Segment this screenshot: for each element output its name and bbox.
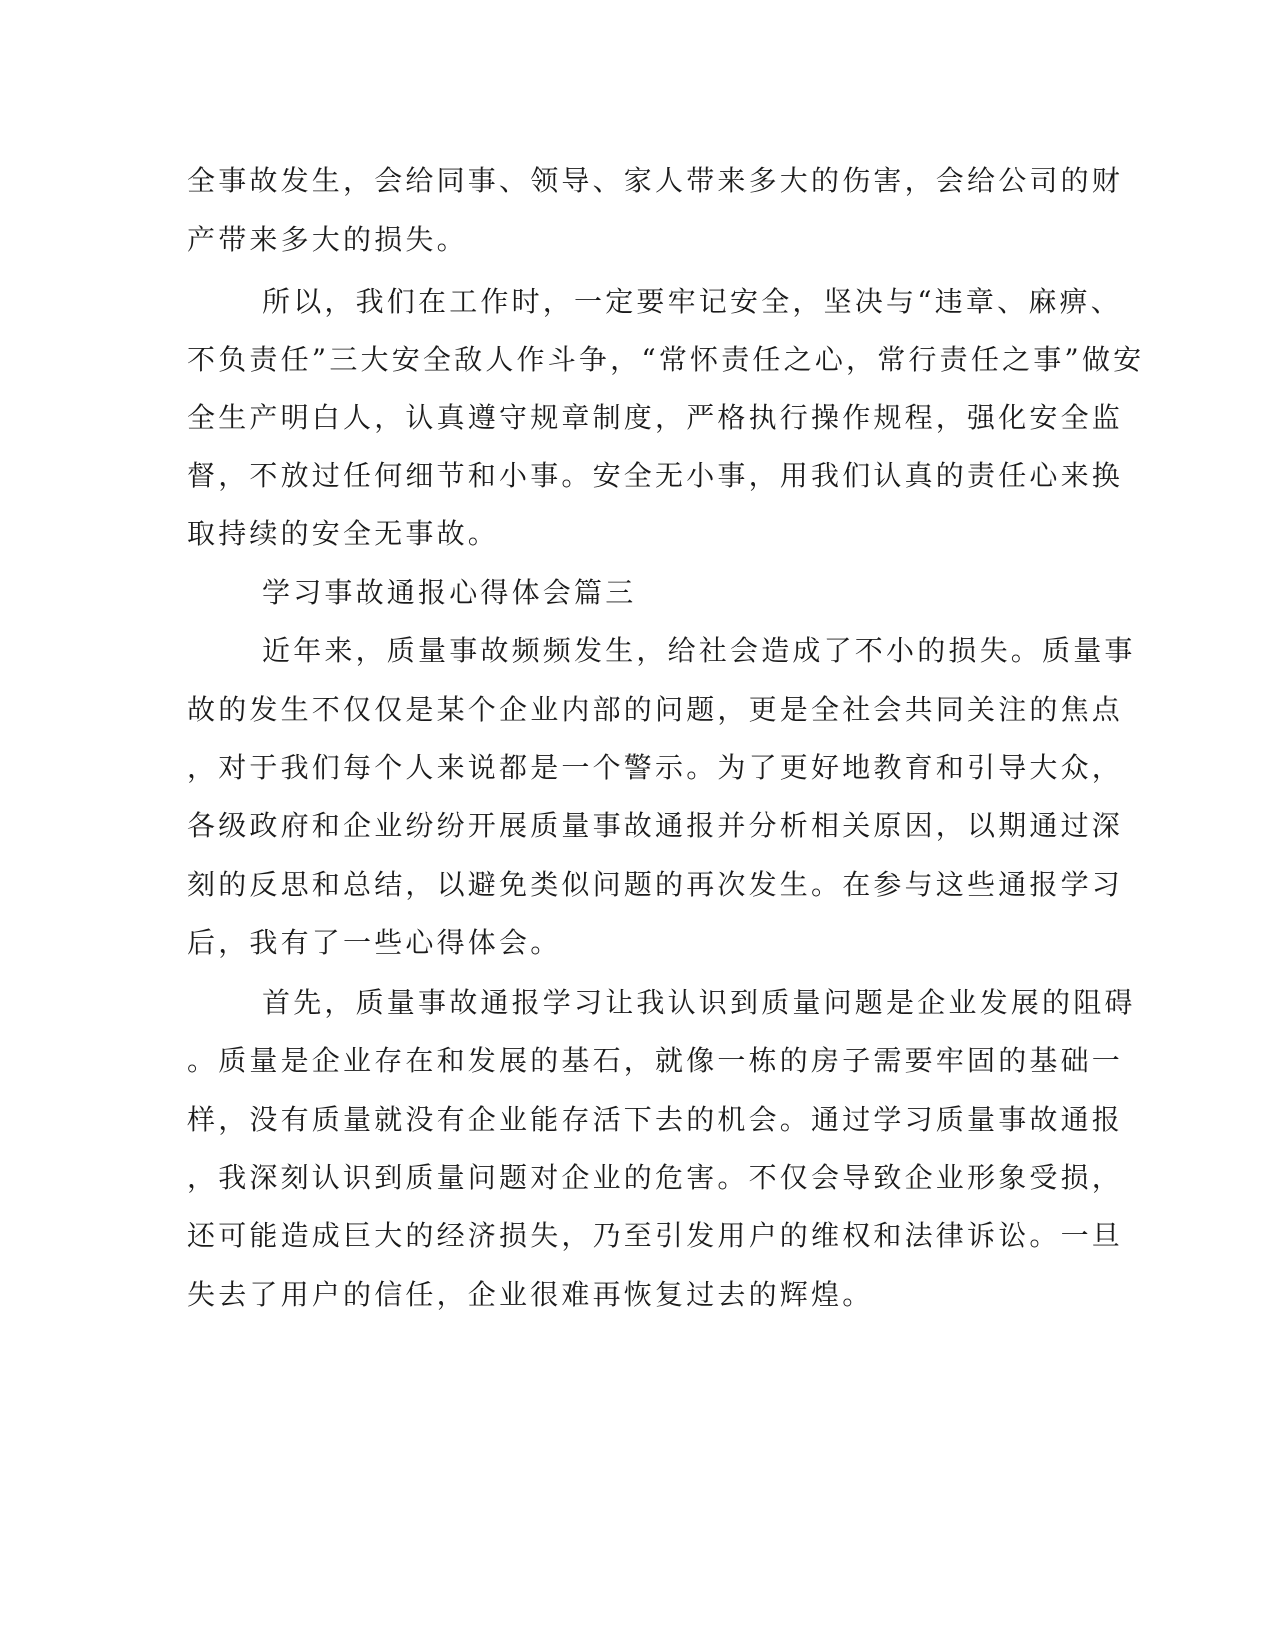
paragraph-line: 全事故发生，会给同事、领导、家人带来多大的伤害，会给公司的财 [187,164,1124,197]
paragraph-line: 全生产明白人，认真遵守规章制度，严格执行操作规程，强化安全监 [187,401,1124,434]
paragraph-line: 失去了用户的信任，企业很难再恢复过去的辉煌。 [187,1278,874,1311]
paragraph-line: 取持续的安全无事故。 [187,517,500,550]
paragraph-line: ，对于我们每个人来说都是一个警示。为了更好地教育和引导大众， [187,751,1124,784]
paragraph-line: 首先，质量事故通报学习让我认识到质量问题是企业发展的阻碍 [262,986,1136,1019]
paragraph-line: 督，不放过任何细节和小事。安全无小事，用我们认真的责任心来换 [187,459,1124,492]
paragraph-line: 。质量是企业存在和发展的基石，就像一栋的房子需要牢固的基础一 [187,1044,1124,1077]
section-heading: 学习事故通报心得体会篇三 [262,576,637,609]
paragraph-line: 所以，我们在工作时，一定要牢记安全，坚决与“违章、麻痹、 [262,285,1122,318]
paragraph-line: 各级政府和企业纷纷开展质量事故通报并分析相关原因，以期通过深 [187,809,1124,842]
paragraph-line: 近年来，质量事故频频发生，给社会造成了不小的损失。质量事 [262,634,1136,667]
paragraph-line: ，我深刻认识到质量问题对企业的危害。不仅会导致企业形象受损， [187,1161,1124,1194]
paragraph-line: 不负责任”三大安全敌人作斗争，“常怀责任之心，常行责任之事”做安 [187,343,1145,376]
paragraph-line: 样，没有质量就没有企业能存活下去的机会。通过学习质量事故通报 [187,1103,1124,1136]
paragraph-line: 刻的反思和总结，以避免类似问题的再次发生。在参与这些通报学习 [187,868,1124,901]
paragraph-line: 还可能造成巨大的经济损失，乃至引发用户的维权和法律诉讼。一旦 [187,1219,1124,1252]
paragraph-line: 故的发生不仅仅是某个企业内部的问题，更是全社会共同关注的焦点 [187,693,1124,726]
paragraph-line: 后，我有了一些心得体会。 [187,926,562,959]
paragraph-line: 产带来多大的损失。 [187,223,468,256]
